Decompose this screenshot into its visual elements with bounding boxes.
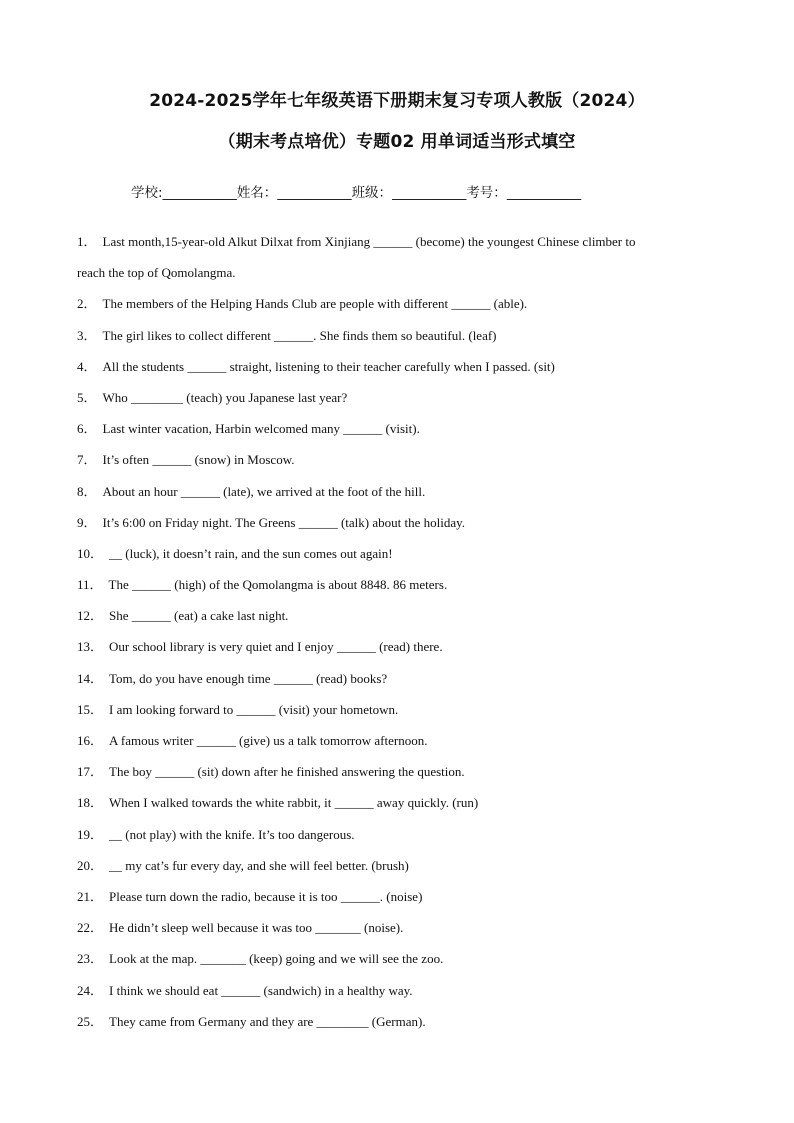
- question-text: __ (luck), it doesn’t rain, and the sun comes out again!: [109, 545, 393, 561]
- question-text: It’s 6:00 on Friday night. The Greens ______ (talk) about the holiday.: [102, 514, 466, 530]
- question-number: 1．: [77, 234, 97, 249]
- question-text: A famous writer ______ (give) us a talk tomorrow afternoon.: [109, 733, 428, 748]
- question-item: [77, 943, 717, 974]
- question-text: When I walked towards the white rabbit, it ______ away quickly. (run): [109, 795, 479, 811]
- question-number: 9．: [77, 514, 97, 530]
- question-item: [77, 631, 717, 662]
- question-text: Look at the map. _______ (keep) going and we will see the zoo.: [109, 951, 444, 967]
- question-item: [77, 444, 717, 475]
- question-text: __ my cat’s fur every day, and she will feel better. (brush): [109, 857, 409, 873]
- question-item: [77, 351, 717, 382]
- question-number: 7．: [77, 452, 97, 468]
- question-number: 2．: [77, 296, 97, 312]
- question-number: 25．: [77, 1013, 104, 1029]
- question-text: The boy ______ (sit) down after he finished answering the question.: [109, 764, 465, 780]
- question-text: He didn’t sleep well because it was too _______ (noise).: [109, 920, 404, 936]
- question-number: 21．: [77, 888, 104, 904]
- question-number: 10．: [77, 545, 104, 561]
- question-text: __ (not play) with the knife. It’s too dangerous.: [109, 826, 355, 842]
- question-text: Who ________ (teach) you Japanese last year?: [102, 389, 348, 405]
- question-text: Last winter vacation, Harbin welcomed many ______ (visit).: [102, 421, 420, 437]
- question-item: [77, 257, 717, 288]
- question-item: [77, 288, 717, 319]
- question-item: [77, 881, 717, 912]
- question-number: 13．: [77, 639, 104, 655]
- question-text: The ______ (high) of the Qomolangma is about 8848. 86 meters.: [108, 577, 448, 593]
- school-blank[interactable]: ___________: [162, 185, 237, 201]
- question-number: 23．: [77, 951, 104, 967]
- question-list: [77, 226, 717, 1037]
- name-label: 姓名：: [236, 185, 278, 201]
- question-number: 16．: [77, 733, 104, 748]
- question-item: [77, 850, 717, 881]
- page-title: 2024-2025学年七年级英语下册期末复习专项人教版（2024）: [149, 91, 645, 111]
- question-number: 4．: [77, 358, 97, 374]
- question-item: [77, 507, 717, 538]
- question-text: The girl likes to collect different ______. She finds them so beautiful. (leaf): [102, 327, 497, 343]
- question-item: [77, 226, 717, 257]
- question-number: 20．: [77, 857, 104, 873]
- question-number: 12．: [77, 608, 104, 624]
- question-number: 15．: [77, 701, 104, 717]
- question-item: [77, 320, 717, 351]
- school-label: 学校:: [131, 185, 163, 201]
- page-subtitle: （期末考点培优）专题02 用单词适当形式填空: [218, 132, 576, 152]
- question-text: About an hour ______ (late), we arrived at the foot of the hill.: [102, 483, 426, 499]
- question-number: 24．: [77, 982, 104, 998]
- question-text: Last month,15-year-old Alkut Dilxat from Xinjiang ______ (become) the youngest Chinese climber to: [102, 234, 636, 249]
- question-text: Please turn down the radio, because it is too ______. (noise): [109, 888, 423, 904]
- class-label: 班级：: [351, 185, 393, 201]
- question-item: [77, 1006, 717, 1037]
- exam-number-label: 考号：: [466, 185, 507, 201]
- question-text: Tom, do you have enough time ______ (read) books?: [109, 670, 388, 686]
- question-item: [77, 725, 717, 756]
- question-text: The members of the Helping Hands Club are people with different ______ (able).: [102, 296, 528, 312]
- question-item: [77, 819, 717, 850]
- question-item: [77, 569, 717, 600]
- question-text: I am looking forward to ______ (visit) your hometown.: [109, 701, 399, 717]
- question-text: reach the top of Qomolangma.: [77, 265, 236, 281]
- question-number: 11．: [77, 577, 103, 593]
- question-number: 18．: [77, 795, 104, 811]
- question-text: It’s often ______ (snow) in Moscow.: [102, 452, 295, 468]
- question-item: [77, 538, 717, 569]
- class-blank[interactable]: ___________: [392, 185, 467, 201]
- question-item: [77, 663, 717, 694]
- question-number: 17．: [77, 764, 104, 780]
- question-item: [77, 600, 717, 631]
- question-item: [77, 694, 717, 725]
- question-item: [77, 476, 717, 507]
- question-item: [77, 756, 717, 787]
- question-text: I think we should eat ______ (sandwich) in a healthy way.: [109, 982, 413, 998]
- question-text: Our school library is very quiet and I enjoy ______ (read) there.: [109, 639, 443, 655]
- question-number: 6．: [77, 421, 97, 437]
- question-item: [77, 382, 717, 413]
- question-number: 8．: [77, 483, 97, 499]
- question-number: 19．: [77, 826, 104, 842]
- question-text: All the students ______ straight, listening to their teacher carefully when I passed. (sit): [102, 358, 555, 374]
- question-item: [77, 787, 717, 818]
- name-blank[interactable]: ___________: [277, 185, 352, 201]
- exam-number-blank[interactable]: ___________: [506, 185, 582, 201]
- question-number: 22．: [77, 920, 104, 936]
- student-info-line: [131, 181, 581, 201]
- question-text: They came from Germany and they are ________ (German).: [109, 1013, 426, 1029]
- question-item: [77, 413, 717, 444]
- question-item: [77, 912, 717, 943]
- question-text: She ______ (eat) a cake last night.: [109, 608, 289, 624]
- question-number: 3．: [77, 327, 97, 343]
- question-number: 5．: [77, 389, 97, 405]
- question-number: 14．: [77, 670, 104, 686]
- question-item: [77, 975, 717, 1006]
